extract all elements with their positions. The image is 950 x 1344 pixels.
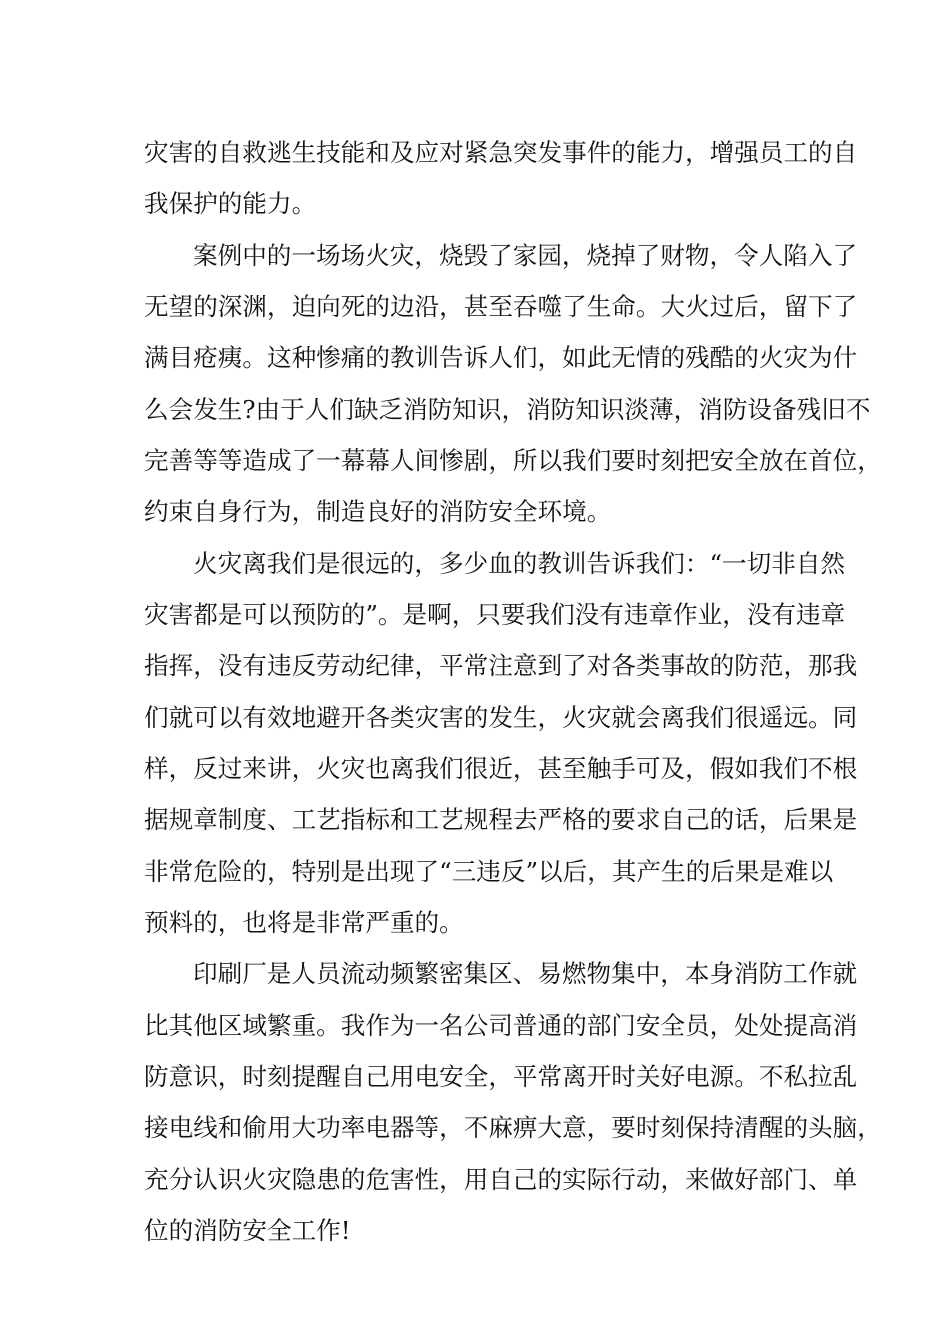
text-line: 位的消防安全工作! <box>144 1216 351 1245</box>
text-line: 灾害都是可以预防的”。是啊，只要我们没有违章作业，没有违章 <box>144 600 846 629</box>
text-line: 样，反过来讲，火灾也离我们很近，甚至触手可及，假如我们不根 <box>144 754 858 783</box>
text-line: 充分认识火灾隐患的危害性，用自己的实际行动，来做好部门、单 <box>144 1165 858 1194</box>
text-line: 么会发生?由于人们缺乏消防知识，消防知识淡薄，消防设备残旧不 <box>144 395 871 424</box>
text-line: 指挥，没有违反劳动纪律，平常注意到了对各类事故的防范，那我 <box>144 651 858 680</box>
text-line: 印刷厂是人员流动频繁密集区、易燃物集中，本身消防工作就 <box>193 959 858 988</box>
text-line: 完善等等造成了一幕幕人间惨剧，所以我们要时刻把安全放在首位， <box>144 446 882 475</box>
text-line: 灾害的自救逃生技能和及应对紧急突发事件的能力，增强员工的自 <box>144 138 858 167</box>
text-line: 我保护的能力。 <box>144 189 317 218</box>
text-line: 案例中的一场场火灾，烧毁了家园，烧掉了财物，令人陷入了 <box>193 241 858 270</box>
text-line: 火灾离我们是很远的，多少血的教训告诉我们：“一切非自然 <box>193 549 846 578</box>
text-line: 防意识，时刻提醒自己用电安全，平常离开时关好电源。不私拉乱 <box>144 1062 858 1091</box>
text-line: 们就可以有效地避开各类灾害的发生，火灾就会离我们很遥远。同 <box>144 703 858 732</box>
text-line: 满目疮痍。这种惨痛的教训告诉人们，如此无情的残酷的火灾为什 <box>144 343 858 372</box>
text-line: 无望的深渊，迫向死的边沿，甚至吞噬了生命。大火过后，留下了 <box>144 292 858 321</box>
text-line: 接电线和偷用大功率电器等，不麻痹大意，要时刻保持清醒的头脑， <box>144 1113 882 1142</box>
text-line: 预料的，也将是非常严重的。 <box>144 908 464 937</box>
text-line: 非常危险的，特别是出现了“三违反”以后，其产生的后果是难以 <box>144 857 834 886</box>
text-line: 约束自身行为，制造良好的消防安全环境。 <box>144 497 612 526</box>
text-line: 比其他区域繁重。我作为一名公司普通的部门安全员，处处提高消 <box>144 1011 858 1040</box>
text-line: 据规章制度、工艺指标和工艺规程去严格的要求自己的话，后果是 <box>144 805 858 834</box>
